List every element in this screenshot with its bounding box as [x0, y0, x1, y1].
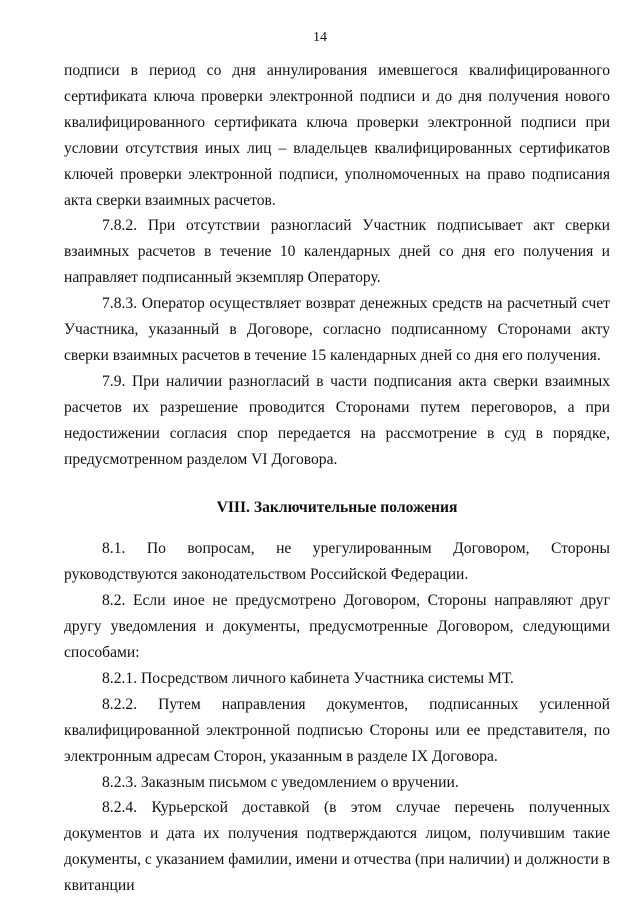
paragraph-continuation: подписи в период со дня аннулирования имевшегося квалифицированного сертификата ключа проверки электронной подписи и до дня получения нового квалифицированного сертификата ключа проверки электронной подписи при условии отсутствия иных лиц – владельцев квалифицированных сертификатов ключей проверки электронной подписи, уполномоченных на право подписания акта сверки взаимных расчетов.: [64, 62, 610, 209]
paragraph-8-2-1: 8.2.1. Посредством личного кабинета Участника системы МТ.: [102, 669, 514, 687]
section-heading: VIII. Заключительные положения: [216, 498, 458, 516]
page-number: 14: [313, 30, 327, 45]
paragraph-8-2-4: 8.2.4. Курьерской доставкой (в этом случае перечень полученных документов и дата их получения подтверждаются лицом, получившим такие документы, с указанием фамилии, имени и отчества (при наличии) и должности в квитанции: [64, 799, 610, 895]
paragraph-7-8-2: 7.8.2. При отсутствии разногласий Участник подписывает акт сверки взаимных расчетов в течение 10 календарных дней со дня его получения и направляет подписанный экземпляр Оператору.: [64, 217, 610, 287]
paragraph-7-9: 7.9. При наличии разногласий в части подписания акта сверки взаимных расчетов их разрешение проводится Сторонами путем переговоров, а при недостижении согласия спор передается на рассмотрение в суд в порядке, предусмотренном разделом VI Договора.: [64, 372, 610, 468]
paragraph-7-8-3: 7.8.3. Оператор осуществляет возврат денежных средств на расчетный счет Участника, указанный в Договоре, согласно подписанному Сторонами акту сверки взаимных расчетов в течение 15 календарных дней со дня его получения.: [64, 295, 610, 364]
paragraph-8-2-2: 8.2.2. Путем направления документов, подписанных усиленной квалифицированной электронной подписью Стороны или ее представителя, по электронным адресам Сторон, указанным в разделе IX Договора.: [64, 695, 610, 765]
paragraph-8-2-3: 8.2.3. Заказным письмом с уведомлением о вручении.: [102, 773, 459, 791]
paragraph-8-1: 8.1. По вопросам, не урегулированным Договором, Стороны руководствуются законодательством Российской Федерации.: [64, 540, 610, 584]
paragraph-8-2: 8.2. Если иное не предусмотрено Договором, Стороны направляют друг другу уведомления и документы, предусмотренные Договором, следующими способами:: [64, 592, 610, 662]
document-body: [64, 58, 610, 899]
